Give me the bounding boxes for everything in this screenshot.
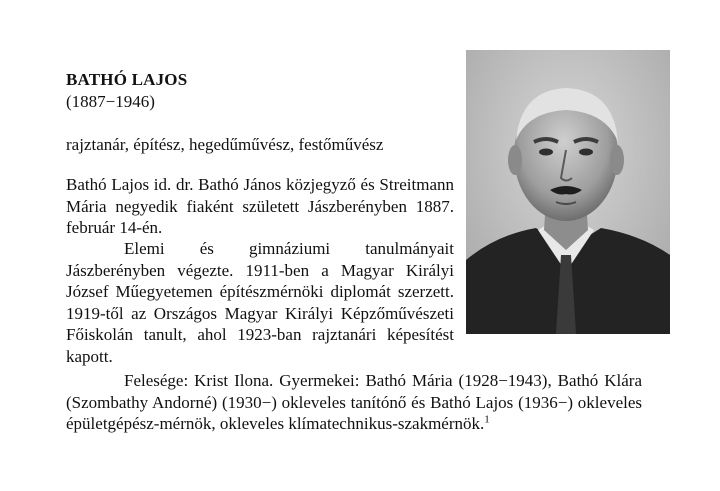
portrait-image: [466, 50, 670, 334]
occupation-line: rajztanár, építész, hegedűművész, festőművész: [66, 135, 384, 154]
paragraph-family-text: Felesége: Krist Ilona. Gyermekei: Bathó Mária (1928−1943), Bathó Klára (Szombathy Andorné) (1930−) okleveles tanítónő és Bathó Lajos (1936−) okleveles épületgépész-mérnök, okleveles klímatechnikus-szakmérnök.: [66, 371, 642, 434]
life-years: (1887−1946): [66, 92, 155, 111]
person-name: BATHÓ LAJOS: [66, 70, 188, 89]
paragraph-education: Elemi és gimnáziumi tanulmányait Jászberényben végezte. 1911-ben a Magyar Királyi József Műegyetemen építészmérnöki diplomát szerzett. 1919-től az Országos Magyar Királyi Képzőművészeti Főiskolán tanult, ahol 1923-ban rajztanári képesítést kapott.: [66, 239, 454, 366]
footnote-marker: 1: [484, 413, 490, 426]
paragraph-birth: Bathó Lajos id. dr. Bathó János közjegyző és Streitmann Mária negyedik fiaként született Jászberényben 1887. február 14-én.: [66, 175, 454, 238]
portrait-photo: [466, 50, 670, 334]
paragraph-family: [66, 370, 642, 435]
